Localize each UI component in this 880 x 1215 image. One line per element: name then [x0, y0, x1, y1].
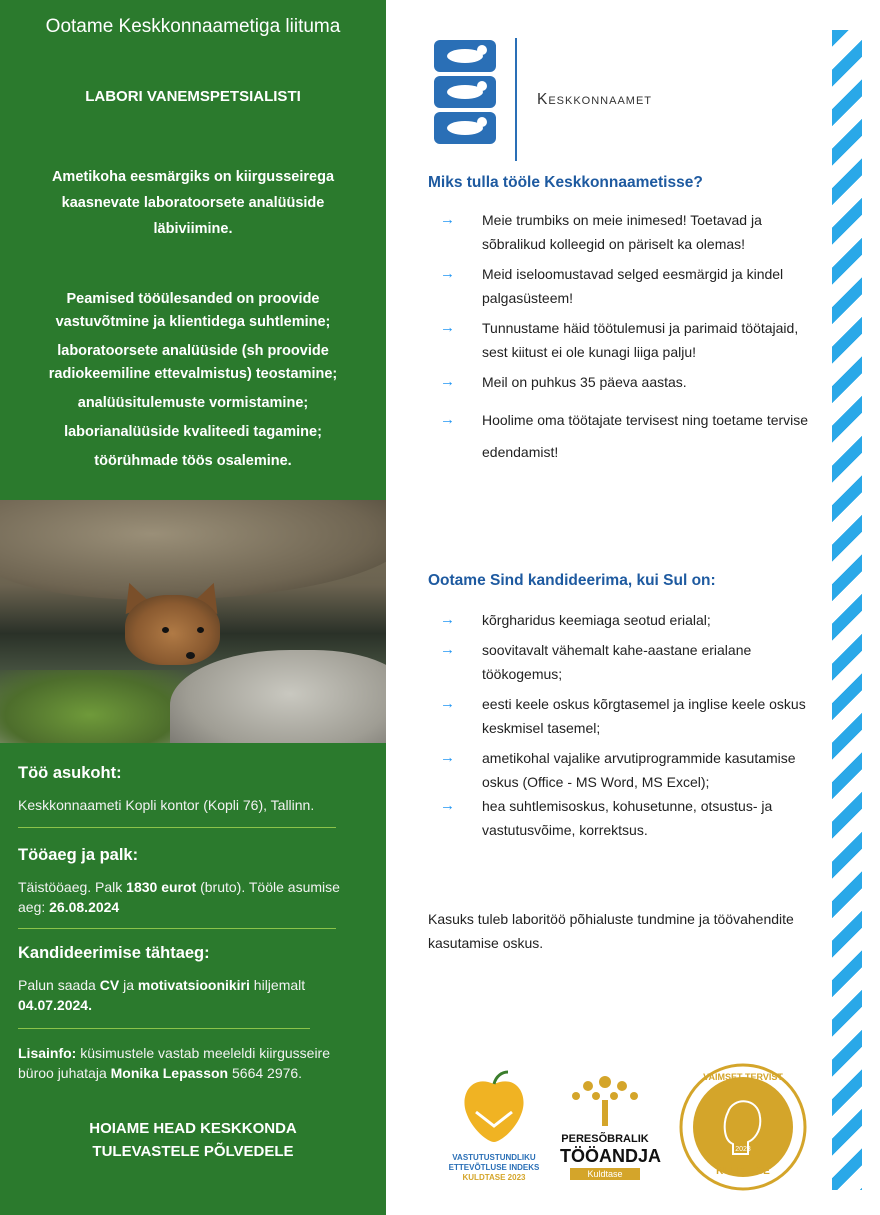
worktime-text: Täistööaeg. Palk 1830 eurot (bruto). Tööle asumise aeg: 26.08.2024: [18, 879, 340, 915]
arrow-right-icon: →: [440, 265, 455, 282]
logo-divider: [515, 38, 517, 161]
arrow-right-icon: →: [440, 211, 455, 228]
location-heading: Töö asukoht:: [18, 764, 122, 782]
deadline-heading: Kandideerimise tähtaeg:: [18, 944, 210, 962]
fox-photo: [0, 500, 386, 743]
advantage-note: Kasuks tuleb laboritöö põhialuste tundmine ja töövahendite kasutamise oskus.: [428, 911, 794, 951]
list-item: → Meie trumbiks on meie inimesed! Toetavad ja sõbralikud kolleegid on päriselt ka olemas!: [440, 208, 810, 256]
decorative-stripe: [832, 30, 862, 1190]
arrow-right-icon: →: [440, 611, 455, 628]
contact-name: Monika Lepasson: [110, 1065, 229, 1081]
responsible-business-badge: VASTUTUSTUNDLIKU ETTEVÕTLUSE INDEKS KULDTASE 2023: [442, 1070, 546, 1183]
mental-health-badge: VAIMSET TERVIST 2023 KULDTASE: [678, 1062, 808, 1192]
salary: 1830 eurot: [126, 879, 197, 895]
divider: [18, 928, 336, 929]
left-panel: [0, 0, 386, 1215]
family-friendly-employer-badge: PERESÕBRALIK TÖÖANDJA Kuldtase: [560, 1072, 650, 1180]
requirements-heading: Ootame Sind kandideerima, kui Sul on:: [428, 572, 716, 589]
arrow-right-icon: →: [440, 695, 455, 712]
divider: [18, 827, 336, 828]
job-goal: Ametikoha eesmärgiks on kiirgusseirega kaasnevate laboratoorsete analüüside läbiviimine.: [51, 169, 335, 237]
worktime-section: [18, 846, 358, 917]
divider: [18, 1028, 310, 1029]
left-title: Ootame Keskkonnaametiga liituma: [45, 16, 341, 37]
arrow-right-icon: →: [440, 373, 455, 390]
job-title: LABORI VANEMSPETSIALISTI: [85, 88, 301, 105]
task-item: Peamised tööülesanded on proovide vastuvõtmine ja klientidega suhtlemine;: [55, 291, 331, 330]
arrow-right-icon: →: [440, 749, 455, 766]
worktime-heading: Tööaeg ja palk:: [18, 846, 139, 864]
list-item: → eesti keele oskus kõrgtasemel ja inglise keele oskus keskmisel tasemel;: [440, 692, 810, 740]
tasks-list: [20, 288, 366, 479]
location-text: Keskkonnaameti Kopli kontor (Kopli 76), Tallinn.: [18, 797, 315, 813]
arrow-right-icon: →: [440, 797, 455, 814]
list-item: → Meid iseloomustavad selged eesmärgid ja kindel palgasüsteem!: [440, 262, 810, 310]
contact-section: [18, 1043, 358, 1083]
task-item: laborianalüüside kvaliteedi tagamine;: [64, 424, 322, 440]
list-item: → soovitavalt vähemalt kahe-aastane erialane töökogemus;: [440, 638, 810, 686]
requirements-list: [440, 608, 810, 842]
list-item: → kõrgharidus keemiaga seotud erialal;: [440, 608, 810, 632]
why-list: [440, 208, 810, 468]
start-date: 26.08.2024: [49, 899, 120, 915]
task-item: töörühmade töös osalemine.: [94, 453, 292, 469]
arrow-right-icon: →: [440, 641, 455, 658]
list-item: → Hoolime oma töötajate tervisest ning toetame tervise edendamist!: [440, 404, 810, 468]
list-item: → ametikohal vajalike arvutiprogrammide kasutamise oskus (Office - MS Word, MS Excel);: [440, 746, 810, 794]
deadline-date: 04.07.2024.: [18, 997, 92, 1013]
estonian-coat-of-arms-icon: [434, 40, 496, 149]
task-item: analüüsitulemuste vormistamine;: [77, 395, 309, 411]
contact-text: Lisainfo: küsimustele vastab meeleldi kiirgusseire büroo juhataja Monika Lepasson 5664 2976.: [18, 1045, 331, 1081]
arrow-right-icon: →: [440, 411, 455, 428]
location-section: [18, 764, 358, 815]
why-heading: Miks tulla tööle Keskkonnaametisse?: [428, 174, 703, 191]
closing-slogan: HOIAME HEAD KESKKONDA TULEVASTELE PÕLVEDELE: [89, 1120, 297, 1160]
arrow-right-icon: →: [440, 319, 455, 336]
task-item: laboratoorsete analüüside (sh proovide radiokeemiline ettevalmistus) teostamine;: [48, 343, 338, 382]
deadline-text: Palun saada CV ja motivatsioonikiri hiljemalt 04.07.2024.: [18, 977, 306, 1013]
list-item: → Tunnustame häid töötulemusi ja parimaid töötajaid, sest kiitust ei ole kunagi liiga palju!: [440, 316, 810, 364]
apple-hands-icon: [442, 1070, 546, 1148]
family-tree-icon: [560, 1072, 650, 1128]
deadline-section: [18, 944, 358, 1015]
agency-logo-text: Keskkonnaamet: [537, 91, 653, 108]
list-item: → Meil on puhkus 35 päeva aastas.: [440, 370, 810, 394]
list-item: → hea suhtlemisoskus, kohusetunne, otsustus- ja vastutusvõime, korrektsus.: [440, 794, 810, 842]
